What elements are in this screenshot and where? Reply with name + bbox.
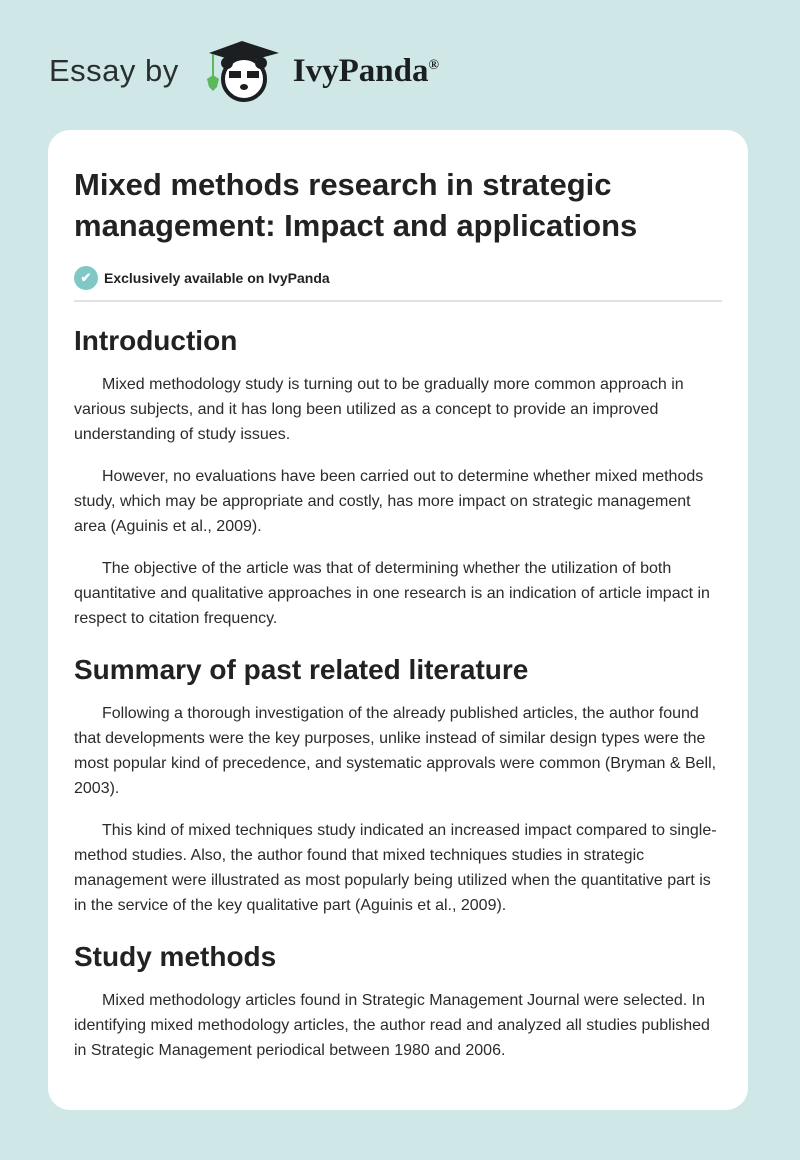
check-icon: ✔	[74, 266, 98, 290]
divider	[74, 300, 722, 302]
paragraph: The objective of the article was that of determining whether the utilization of both quantitative and qualitative approaches in one research is an indication of article impact in respect to citation frequency.	[74, 560, 710, 627]
paragraph: This kind of mixed techniques study indicated an increased impact compared to single-method studies. Also, the author found that mixed techniques studies in strategic management were illustrated as most popularly being utilized when the quantitative part is in the service of the key qualitative part (Aguinis et al., 2009).	[74, 822, 717, 914]
site-header	[49, 36, 439, 106]
brand-name: IvyPanda®	[292, 52, 439, 89]
panda-logo-icon	[199, 39, 285, 103]
paragraph: Mixed methodology study is turning out to be gradually more common approach in various subjects, and it has long been utilized as a concept to provide an improved understanding of study issues.	[74, 376, 684, 443]
essay-card	[48, 130, 748, 1110]
section-summary	[74, 653, 722, 918]
essay-by-label: Essay by	[49, 53, 179, 88]
exclusive-label: Exclusively available on IvyPanda	[104, 270, 330, 286]
paragraph: However, no evaluations have been carried out to determine whether mixed methods study, which may be appropriate and costly, has more impact on strategic management area (Aguinis et al., 2009).	[74, 468, 704, 535]
section-study-methods	[74, 940, 722, 1063]
paragraph: Mixed methodology articles found in Strategic Management Journal were selected. In identifying mixed methodology articles, the author read and analyzed all studies published in Strategic Management periodical between 1980 and 2006.	[74, 992, 710, 1059]
exclusive-badge	[74, 266, 722, 290]
essay-title: Mixed methods research in strategic management: Impact and applications	[74, 167, 638, 243]
section-heading: Study methods	[74, 941, 277, 972]
section-heading: Introduction	[74, 325, 238, 356]
section-heading: Summary of past related literature	[74, 654, 529, 685]
section-introduction	[74, 324, 722, 631]
paragraph: Following a thorough investigation of the already published articles, the author found that developments were the key purposes, unlike instead of similar design types were the most popular kind of precedence, and systematic approvals were common (Bryman & Bell, 2003).	[74, 705, 717, 797]
